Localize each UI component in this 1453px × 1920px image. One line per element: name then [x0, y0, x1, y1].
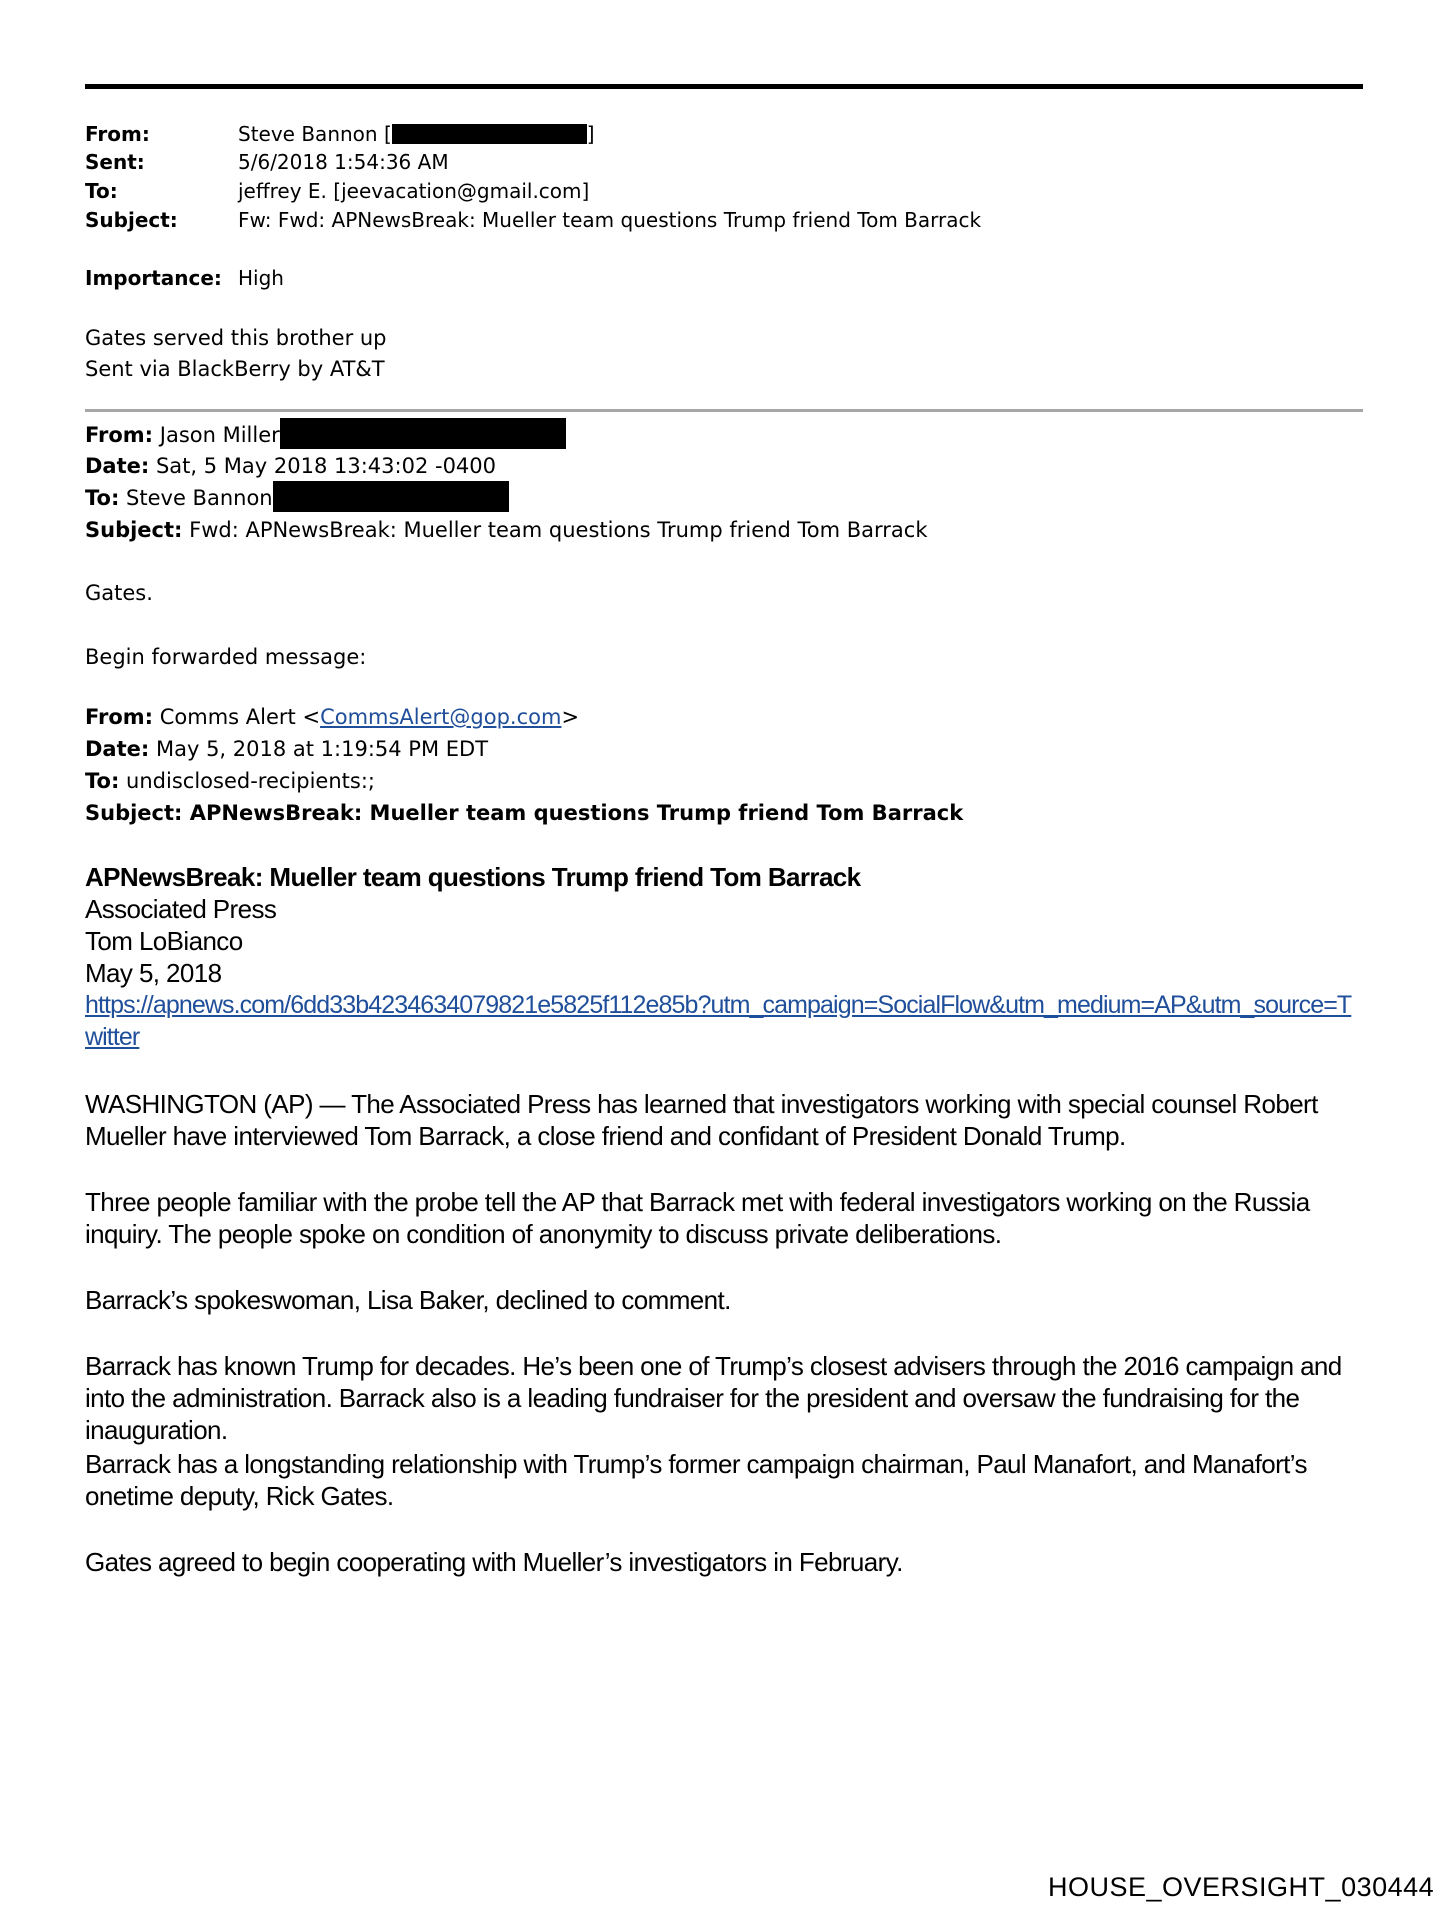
article-paragraph: Three people familiar with the probe tell the AP that Barrack met with federal investigators working on the Russia inquiry. The people spoke on condition of anonymity to discuss private deliberations.	[85, 1187, 1310, 1249]
article-url-link[interactable]: https://apnews.com/6dd33b4234634079821e5825f112e85b?utm_campaign=SocialFlow&utm_medium=AP&utm_source=T	[85, 991, 1352, 1019]
inner-subject-line	[85, 801, 963, 825]
sent-value: 5/6/2018 1:54:36 AM	[238, 150, 449, 174]
inner-from-line	[85, 705, 579, 729]
middle-date-value: Sat, 5 May 2018 13:43:02 -0400	[149, 454, 497, 478]
inner-subject-label: Subject:	[85, 801, 183, 825]
middle-from-value: Jason Miller	[153, 423, 280, 447]
inner-from-label: From:	[85, 705, 154, 729]
subject-label: Subject:	[85, 208, 178, 232]
to-value: jeffrey E. [jeevacation@gmail.com]	[238, 179, 590, 203]
from-close: ]	[586, 122, 595, 146]
from-label: From:	[85, 122, 150, 146]
article-headline: APNewsBreak: Mueller team questions Trump friend Tom Barrack	[85, 862, 861, 892]
redaction-box	[392, 124, 587, 144]
middle-date-label: Date:	[85, 454, 150, 478]
sent-label: Sent:	[85, 150, 145, 174]
importance-label: Importance:	[85, 266, 222, 290]
article-source: Associated Press	[85, 894, 277, 924]
inner-from-close: >	[561, 705, 580, 729]
middle-subject-value: Fwd: APNewsBreak: Mueller team questions Trump friend Tom Barrack	[182, 518, 928, 542]
middle-from-label: From:	[85, 423, 154, 447]
middle-body-line-2: Begin forwarded message:	[85, 645, 367, 669]
to-label: To:	[85, 179, 118, 203]
middle-date-line	[85, 454, 496, 478]
inner-date-label: Date:	[85, 737, 150, 761]
outer-body-line-1: Gates served this brother up	[85, 326, 387, 350]
article-date: May 5, 2018	[85, 958, 222, 988]
inner-from-name: Comms Alert <	[153, 705, 321, 729]
from-name: Steve Bannon [	[238, 122, 392, 146]
article-author: Tom LoBianco	[85, 926, 243, 956]
middle-to-line	[85, 486, 509, 512]
redaction-box	[273, 481, 509, 512]
inner-to-label: To:	[85, 769, 120, 793]
bates-number: HOUSE_OVERSIGHT_030444	[1048, 1872, 1435, 1902]
inner-to-value: undisclosed-recipients:;	[119, 769, 375, 793]
middle-to-value: Steve Bannon	[119, 486, 273, 510]
importance-value: High	[238, 266, 284, 290]
inner-date-line	[85, 737, 488, 761]
subject-value: Fw: Fwd: APNewsBreak: Mueller team questions Trump friend Tom Barrack	[238, 208, 982, 232]
article-paragraph: Barrack has known Trump for decades. He’s been one of Trump’s closest advisers through the 2016 campaign and into the administration. Barrack also is a leading fundraiser for the president and oversaw the fundraising for the inauguration.	[85, 1351, 1342, 1445]
inner-date-value: May 5, 2018 at 1:19:54 PM EDT	[149, 737, 489, 761]
middle-to-label: To:	[85, 486, 120, 510]
middle-body-line-1: Gates.	[85, 581, 153, 605]
redaction-box	[280, 418, 566, 449]
article-paragraph: Gates agreed to begin cooperating with Mueller’s investigators in February.	[85, 1547, 903, 1577]
middle-from-line	[85, 423, 566, 449]
article-paragraph: WASHINGTON (AP) — The Associated Press has learned that investigators working with special counsel Robert Mueller have interviewed Tom Barrack, a close friend and confidant of President Donald Trump.	[85, 1089, 1318, 1151]
article-paragraph: Barrack has a longstanding relationship with Trump’s former campaign chairman, Paul Manafort, and Manafort’s onetime deputy, Rick Gates.	[85, 1449, 1307, 1511]
inner-subject-value: APNewsBreak: Mueller team questions Trump friend Tom Barrack	[182, 801, 964, 825]
separator-rule	[85, 409, 1363, 412]
from-value	[238, 120, 595, 149]
middle-subject-line	[85, 518, 927, 542]
inner-from-email-link[interactable]: CommsAlert@gop.com	[320, 705, 562, 729]
top-rule	[85, 84, 1363, 89]
article-url-link-continued[interactable]: witter	[85, 1023, 140, 1051]
article-paragraph: Barrack’s spokeswoman, Lisa Baker, declined to comment.	[85, 1285, 731, 1315]
inner-to-line	[85, 769, 375, 793]
middle-subject-label: Subject:	[85, 518, 183, 542]
outer-body-line-2: Sent via BlackBerry by AT&T	[85, 357, 385, 381]
